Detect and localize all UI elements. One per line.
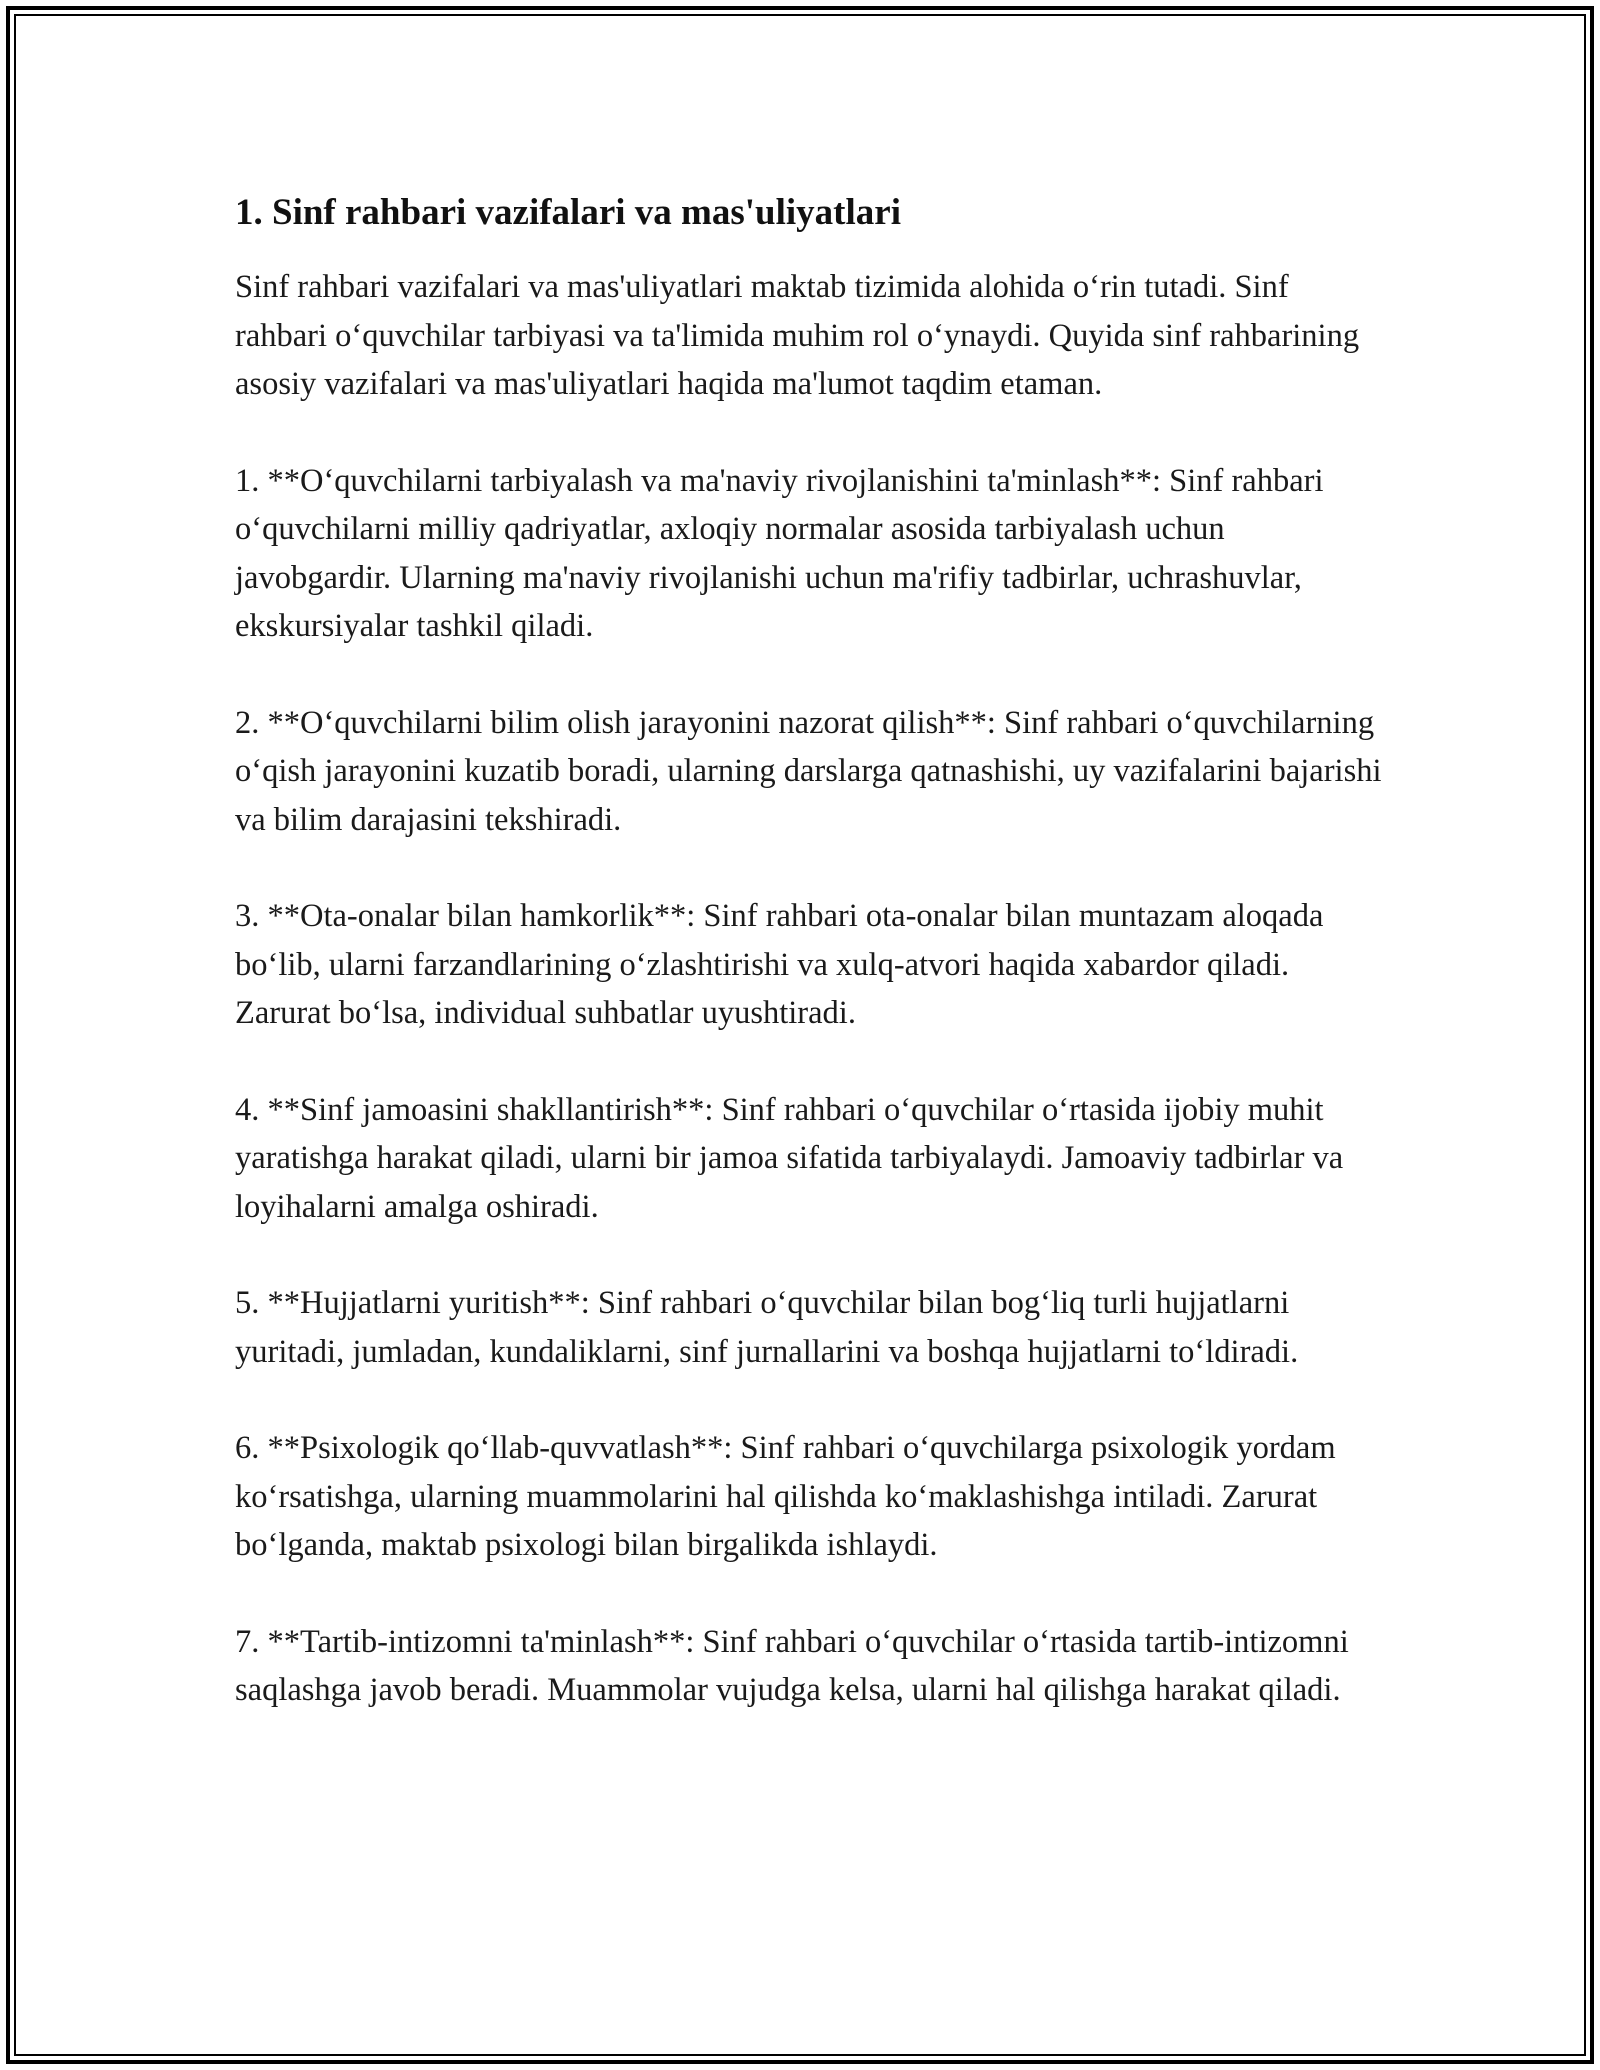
document-title: 1. Sinf rahbari vazifalari va mas'uliyatlari — [235, 192, 901, 233]
document-body — [235, 185, 1385, 1763]
list-item-2: 2. **O‘quvchilarni bilim olish jarayonini nazorat qilish**: Sinf rahbari o‘quvchilarning o‘qish jarayonini kuzatib boradi, ularning darslarga qatnashishi, uy vazifalarini bajarishi va bilim darajasini tekshiradi. — [235, 704, 1382, 838]
list-item-4: 4. **Sinf jamoasini shakllantirish**: Sinf rahbari o‘quvchilar o‘rtasida ijobiy muhit yaratishga harakat qiladi, ularni bir jamoa sifatida tarbiyalaydi. Jamoaviy tadbirlar va loyihalarni amalga oshiradi. — [235, 1091, 1344, 1225]
list-item-3: 3. **Ota-onalar bilan hamkorlik**: Sinf rahbari ota-onalar bilan muntazam aloqada bo‘lib, ularni farzandlarining o‘zlashtirishi va xulq-atvori haqida xabardor qiladi. Zarurat bo‘lsa, individual suhbatlar uyushtiradi. — [235, 898, 1324, 1031]
list-item-5: 5. **Hujjatlarni yuritish**: Sinf rahbari o‘quvchilar bilan bog‘liq turli hujjatlarni yuritadi, jumladan, kundaliklarni, sinf jurnallarini va boshqa hujjatlarni to‘ldiradi. — [235, 1285, 1299, 1370]
intro-paragraph: Sinf rahbari vazifalari va mas'uliyatlari maktab tizimida alohida o‘rin tutadi. Sinf rahbari o‘quvchilar tarbiyasi va ta'limida muhim rol o‘ynaydi. Quyida sinf rahbarining asosiy vazifalari va mas'uliyatlari haqida ma'lumot taqdim etaman. — [235, 269, 1360, 402]
list-item-6: 6. **Psixologik qo‘llab-quvvatlash**: Sinf rahbari o‘quvchilarga psixologik yordam ko‘rsatishga, ularning muammolarini hal qilishda ko‘maklashishga intiladi. Zarurat bo‘lganda, maktab psixologi bilan birgalikda ishlaydi. — [235, 1430, 1336, 1563]
list-item-7: 7. **Tartib-intizomni ta'minlash**: Sinf rahbari o‘quvchilar o‘rtasida tartib-intizomni saqlashga javob beradi. Muammolar vujudga kelsa, ularni hal qilishga harakat qiladi. — [235, 1623, 1349, 1708]
list-item-1: 1. **O‘quvchilarni tarbiyalash va ma'naviy rivojlanishini ta'minlash**: Sinf rahbari o‘quvchilarni milliy qadriyatlar, axloqiy normalar asosida tarbiyalash uchun javobgardir. Ularning ma'naviy rivojlanishi uchun ma'rifiy tadbirlar, uchrashuvlar, ekskursiyalar tashkil qiladi. — [235, 462, 1324, 644]
